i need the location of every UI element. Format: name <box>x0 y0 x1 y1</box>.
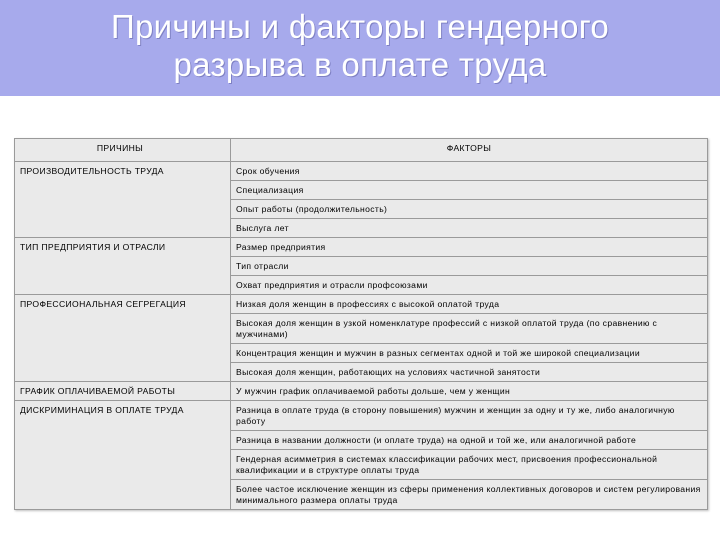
factor-cell: Размер предприятия <box>231 238 707 256</box>
title-line-1: Причины и факторы гендерного <box>111 8 609 45</box>
factor-cell: У мужчин график оплачиваемой работы дольше, чем у женщин <box>231 382 707 400</box>
factor-cell: Разница в оплате труда (в сторону повышения) мужчин и женщин за одну и ту же, либо аналогичную работу <box>231 401 707 430</box>
factor-cell: Гендерная асимметрия в системах классификации рабочих мест, присвоения профессиональной квалификации и в структуре оплаты труда <box>231 450 707 479</box>
title-bar <box>0 0 720 96</box>
table-row <box>15 295 707 313</box>
factor-cell: Тип отрасли <box>231 257 707 275</box>
factor-cell: Выслуга лет <box>231 219 707 237</box>
slide-title <box>0 8 720 84</box>
factor-cell: Специализация <box>231 181 707 199</box>
cause-cell: ПРОФЕССИОНАЛЬНАЯ СЕГРЕГАЦИЯ <box>15 295 230 381</box>
table-header-row <box>15 139 707 161</box>
causes-factors-table-container <box>14 138 708 510</box>
factor-cell: Высокая доля женщин в узкой номенклатуре профессий с низкой оплатой труда (по сравнению с мужчинами) <box>231 314 707 343</box>
factor-cell: Более частое исключение женщин из сферы применения коллективных договоров и систем регулирования минимального размера оплаты труда <box>231 480 707 509</box>
cause-cell: ТИП ПРЕДПРИЯТИЯ И ОТРАСЛИ <box>15 238 230 294</box>
header-factors: ФАКТОРЫ <box>231 139 707 161</box>
cause-cell: ГРАФИК ОПЛАЧИВАЕМОЙ РАБОТЫ <box>15 382 230 400</box>
table-row <box>15 401 707 430</box>
cause-cell: ДИСКРИМИНАЦИЯ В ОПЛАТЕ ТРУДА <box>15 401 230 509</box>
factor-cell: Срок обучения <box>231 162 707 180</box>
cause-cell: ПРОИЗВОДИТЕЛЬНОСТЬ ТРУДА <box>15 162 230 237</box>
table-row <box>15 382 707 400</box>
table-row <box>15 162 707 180</box>
table-body <box>15 162 707 509</box>
factor-cell: Охват предприятия и отрасли профсоюзами <box>231 276 707 294</box>
table-row <box>15 238 707 256</box>
factor-cell: Концентрация женщин и мужчин в разных сегментах одной и той же широкой специализации <box>231 344 707 362</box>
factor-cell: Опыт работы (продолжительность) <box>231 200 707 218</box>
causes-factors-table <box>14 138 708 510</box>
title-line-2: разрыва в оплате труда <box>173 46 547 83</box>
factor-cell: Низкая доля женщин в профессиях с высокой оплатой труда <box>231 295 707 313</box>
header-causes: ПРИЧИНЫ <box>15 139 230 161</box>
factor-cell: Разница в названии должности (и оплате труда) на одной и той же, или аналогичной работе <box>231 431 707 449</box>
factor-cell: Высокая доля женщин, работающих на условиях частичной занятости <box>231 363 707 381</box>
